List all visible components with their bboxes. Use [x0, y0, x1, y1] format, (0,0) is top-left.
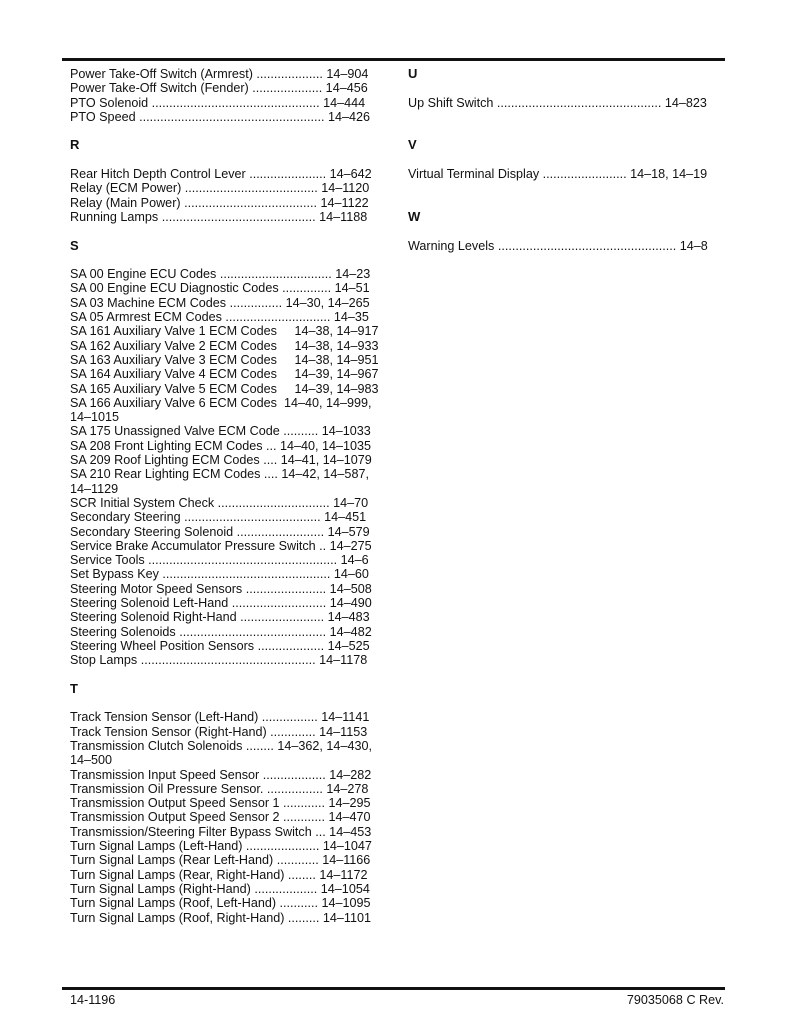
- index-entry: Transmission Clutch Solenoids ........ 14–362, 14–430,: [70, 738, 372, 753]
- index-entry: SA 165 Auxiliary Valve 5 ECM Codes 14–39, 14–983: [70, 381, 379, 396]
- index-entry: Steering Solenoid Right-Hand ........................ 14–483: [70, 610, 370, 625]
- index-entry: SA 208 Front Lighting ECM Codes ... 14–40, 14–1035: [70, 438, 372, 453]
- index-column-right: [408, 67, 724, 253]
- index-entry: Service Brake Accumulator Pressure Switch .. 14–275: [70, 538, 372, 553]
- section-letter: W: [408, 208, 421, 224]
- spacer: [70, 153, 386, 167]
- index-entry: Turn Signal Lamps (Roof, Right-Hand) ......... 14–1101: [70, 910, 372, 925]
- section-letter: U: [408, 66, 418, 81]
- section-letter: T: [70, 680, 78, 696]
- index-entry: SA 05 Armrest ECM Codes .............................. 14–35: [70, 310, 369, 325]
- index-entry: Service Tools ...................................................... 14–6: [70, 553, 369, 568]
- index-entry: Turn Signal Lamps (Roof, Left-Hand) ........... 14–1095: [70, 896, 371, 911]
- index-entry: Transmission Input Speed Sensor .................. 14–282: [70, 767, 372, 782]
- index-entry: Transmission Output Speed Sensor 2 ............ 14–470: [70, 810, 371, 825]
- index-entry: PTO Speed ..................................................... 14–426: [70, 109, 371, 124]
- index-entry: PTO Solenoid ................................................ 14–444: [70, 95, 366, 110]
- index-entry: Steering Wheel Position Sensors ................... 14–525: [70, 638, 370, 653]
- spacer: [408, 81, 724, 95]
- index-entry: Relay (ECM Power) ...................................... 14–1120: [70, 181, 370, 196]
- spacer: [408, 196, 724, 210]
- index-column-left: [70, 67, 386, 925]
- footer-rule: [62, 987, 725, 990]
- index-entry: SA 175 Unassigned Valve ECM Code .......... 14–1033: [70, 424, 371, 439]
- index-entry: SA 00 Engine ECU Diagnostic Codes .............. 14–51: [70, 281, 370, 296]
- index-entry: Power Take-Off Switch (Fender) .................... 14–456: [70, 81, 368, 96]
- section-letter: V: [408, 137, 417, 153]
- index-entry: SA 162 Auxiliary Valve 2 ECM Codes 14–38, 14–933: [70, 338, 379, 353]
- spacer: [408, 153, 724, 167]
- index-entry: Turn Signal Lamps (Left-Hand) ..................... 14–1047: [70, 839, 372, 854]
- spacer: [408, 224, 724, 238]
- spacer: [408, 124, 724, 138]
- index-entry: Running Lamps ............................................ 14–1188: [70, 209, 368, 224]
- spacer: [70, 124, 386, 138]
- index-entry: Steering Motor Speed Sensors ....................... 14–508: [70, 581, 372, 596]
- index-entry: Virtual Terminal Display ........................ 14–18, 14–19: [408, 167, 708, 182]
- index-entry: Turn Signal Lamps (Right-Hand) .................. 14–1054: [70, 881, 370, 896]
- header-rule: [62, 58, 725, 61]
- spacer: [70, 224, 386, 238]
- index-entry: 14–500: [70, 753, 113, 768]
- spacer: [70, 696, 386, 710]
- index-entry: Steering Solenoid Left-Hand ........................... 14–490: [70, 595, 372, 610]
- document-id: 79035068 C Rev.: [626, 993, 724, 1007]
- index-entry: SA 209 Roof Lighting ECM Codes .... 14–41, 14–1079: [70, 453, 372, 468]
- spacer: [408, 110, 724, 124]
- index-entry: SA 164 Auxiliary Valve 4 ECM Codes 14–39, 14–967: [70, 367, 379, 382]
- index-entry: Stop Lamps .................................................. 14–1178: [70, 653, 368, 668]
- index-entry: Rear Hitch Depth Control Lever ...................... 14–642: [70, 167, 372, 182]
- section-letter: S: [70, 237, 79, 253]
- index-entry: Steering Solenoids .......................................... 14–482: [70, 624, 372, 639]
- index-entry: Warning Levels ................................................... 14–8: [408, 238, 708, 253]
- index-entry: SCR Initial System Check ................................ 14–70: [70, 495, 369, 510]
- section-letter: R: [70, 137, 80, 153]
- index-entry: SA 210 Rear Lighting ECM Codes .... 14–42, 14–587,: [70, 467, 369, 482]
- index-entry: 14–1015: [70, 410, 120, 425]
- index-entry: SA 163 Auxiliary Valve 3 ECM Codes 14–38, 14–951: [70, 352, 379, 367]
- index-entry: SA 166 Auxiliary Valve 6 ECM Codes 14–40, 14–999,: [70, 395, 372, 410]
- index-entry: Turn Signal Lamps (Rear Left-Hand) ............ 14–1166: [70, 853, 371, 868]
- index-entry: SA 03 Machine ECM Codes ............... 14–30, 14–265: [70, 295, 370, 310]
- index-entry: 14–1129: [70, 481, 119, 496]
- index-entry: Set Bypass Key ................................................ 14–60: [70, 567, 369, 582]
- index-entry: SA 00 Engine ECU Codes ................................ 14–23: [70, 267, 371, 282]
- index-entry: Turn Signal Lamps (Rear, Right-Hand) ........ 14–1172: [70, 867, 368, 882]
- spacer: [70, 667, 386, 681]
- index-entry: Track Tension Sensor (Left-Hand) ................ 14–1141: [70, 710, 370, 725]
- spacer: [408, 181, 724, 195]
- index-entry: Transmission Oil Pressure Sensor. ................ 14–278: [70, 781, 369, 796]
- index-entry: Secondary Steering Solenoid ......................... 14–579: [70, 524, 370, 539]
- spacer: [70, 253, 386, 267]
- index-entry: Secondary Steering ....................................... 14–451: [70, 510, 367, 525]
- index-entry: Track Tension Sensor (Right-Hand) ............. 14–1153: [70, 724, 368, 739]
- index-entry: Transmission Output Speed Sensor 1 ............ 14–295: [70, 796, 371, 811]
- index-entry: Power Take-Off Switch (Armrest) ................... 14–904: [70, 67, 369, 81]
- index-entry: Transmission/Steering Filter Bypass Switch ... 14–453: [70, 824, 372, 839]
- index-entry: SA 161 Auxiliary Valve 1 ECM Codes 14–38, 14–917: [70, 324, 379, 339]
- index-entry: Relay (Main Power) ...................................... 14–1122: [70, 195, 369, 210]
- page-number: 14-1196: [70, 993, 116, 1007]
- index-entry: Up Shift Switch ............................................... 14–823: [408, 95, 707, 110]
